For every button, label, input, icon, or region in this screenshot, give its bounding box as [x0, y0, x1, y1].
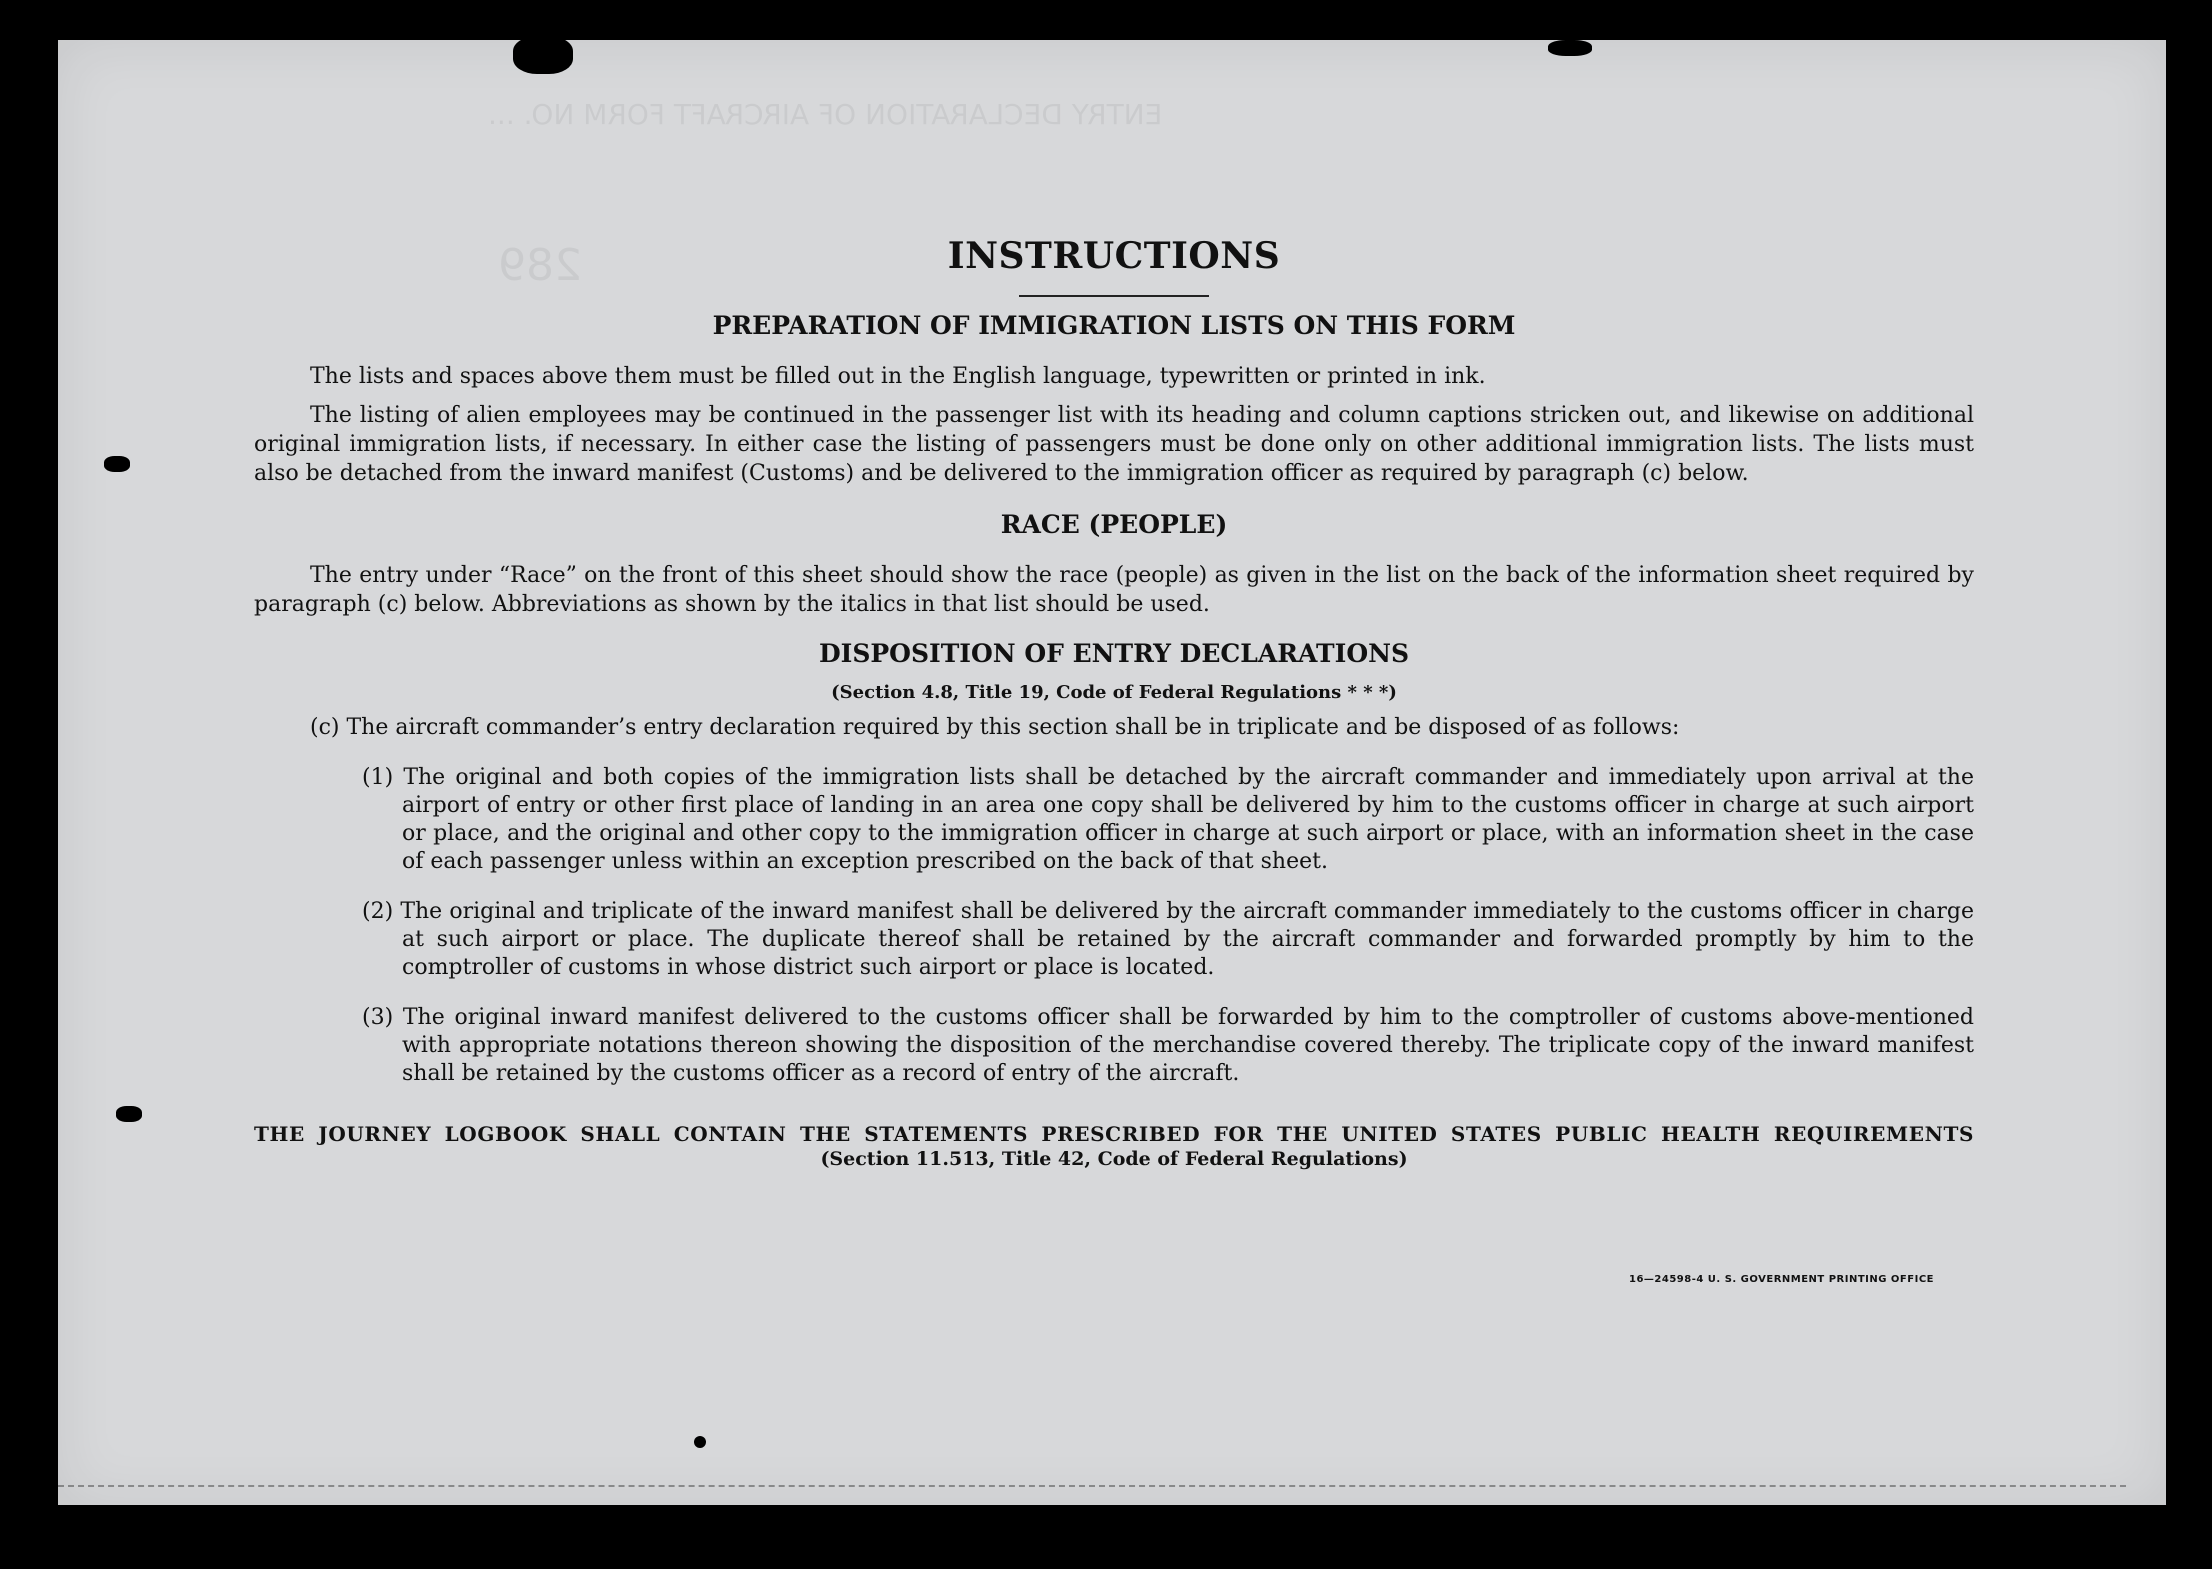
- logbook-subheading: (Section 11.513, Title 42, Code of Federal Regulations): [820, 1148, 1408, 1170]
- disposition-lead: (c) The aircraft commander’s entry declaration required by this section shall be in triplicate and be disposed of as follows:: [310, 715, 1680, 740]
- bleed-through-number: 289: [498, 240, 582, 291]
- binding-mark-top-right: [1548, 40, 1592, 56]
- instructions-body: [254, 235, 1974, 1170]
- perforated-edge: [58, 1485, 2126, 1487]
- preparation-paragraph-2: The listing of alien employees may be continued in the passenger list with its heading and column captions stricken out, and likewise on additional original immigration lists, if necessary. In either case the listing of passengers must be done only on other additional immigration lists. The lists must also be detached from the inward manifest (Customs) and be delivered to the immigration officer as required by paragraph (c) below.: [254, 403, 1974, 486]
- binding-mark-top-left: [513, 36, 573, 74]
- document-sheet: [58, 40, 2166, 1505]
- disposition-item-3: (3) The original inward manifest delivered to the customs officer shall be forwarded by him to the comptroller of customs above-mentioned with appropriate notations thereon showing the disposition of the merchandise covered thereby. The triplicate copy of the inward manifest shall be retained by the customs officer as a record of entry of the aircraft.: [362, 1005, 1974, 1086]
- preparation-heading: PREPARATION OF IMMIGRATION LISTS ON THIS FORM: [712, 311, 1516, 340]
- race-heading: RACE (PEOPLE): [1000, 510, 1228, 539]
- disposition-item-2: (2) The original and triplicate of the inward manifest shall be delivered by the aircraft commander immediately to the customs officer in charge at such airport or place. The duplicate thereof shall be retained by the aircraft commander and forwarded promptly by him to the comptroller of customs in whose district such airport or place is located.: [362, 899, 1974, 980]
- page-title: INSTRUCTIONS: [947, 235, 1281, 277]
- title-rule: [1019, 295, 1209, 297]
- punch-hole-left-lower: [116, 1106, 142, 1122]
- logbook-statement: THE JOURNEY LOGBOOK SHALL CONTAIN THE STATEMENTS PRESCRIBED FOR THE UNITED STATES PUBLIC HEALTH REQUIREMENTS: [254, 1122, 1974, 1146]
- disposition-heading: DISPOSITION OF ENTRY DECLARATIONS: [818, 639, 1410, 668]
- punch-hole-left-upper: [104, 456, 130, 472]
- disposition-item-1: (1) The original and both copies of the immigration lists shall be detached by the aircraft commander and immediately upon arrival at the airport of entry or other first place of landing in an area one copy shall be delivered by him to the customs officer in charge at such airport or place, and the original and other copy to the immigration officer in charge at such airport or place, with an information sheet in the case of each passenger unless within an exception prescribed on the back of that sheet.: [362, 765, 1974, 874]
- bleed-through-header: ENTRY DECLARATION OF AIRCRAFT FORM NO. ...: [488, 98, 1163, 131]
- race-paragraph: The entry under “Race” on the front of this sheet should show the race (people) as given in the list on the back of the information sheet required by paragraph (c) below. Abbreviations as shown by the italics in that list should be used.: [254, 563, 1974, 617]
- preparation-paragraph-1: The lists and spaces above them must be filled out in the English language, typewritten or printed in ink.: [310, 364, 1486, 389]
- punch-hole-bottom: [694, 1436, 706, 1448]
- printer-imprint: 16—24598-4 U. S. GOVERNMENT PRINTING OFFICE: [1629, 1274, 1934, 1285]
- disposition-subheading: (Section 4.8, Title 19, Code of Federal Regulations * * *): [831, 682, 1397, 703]
